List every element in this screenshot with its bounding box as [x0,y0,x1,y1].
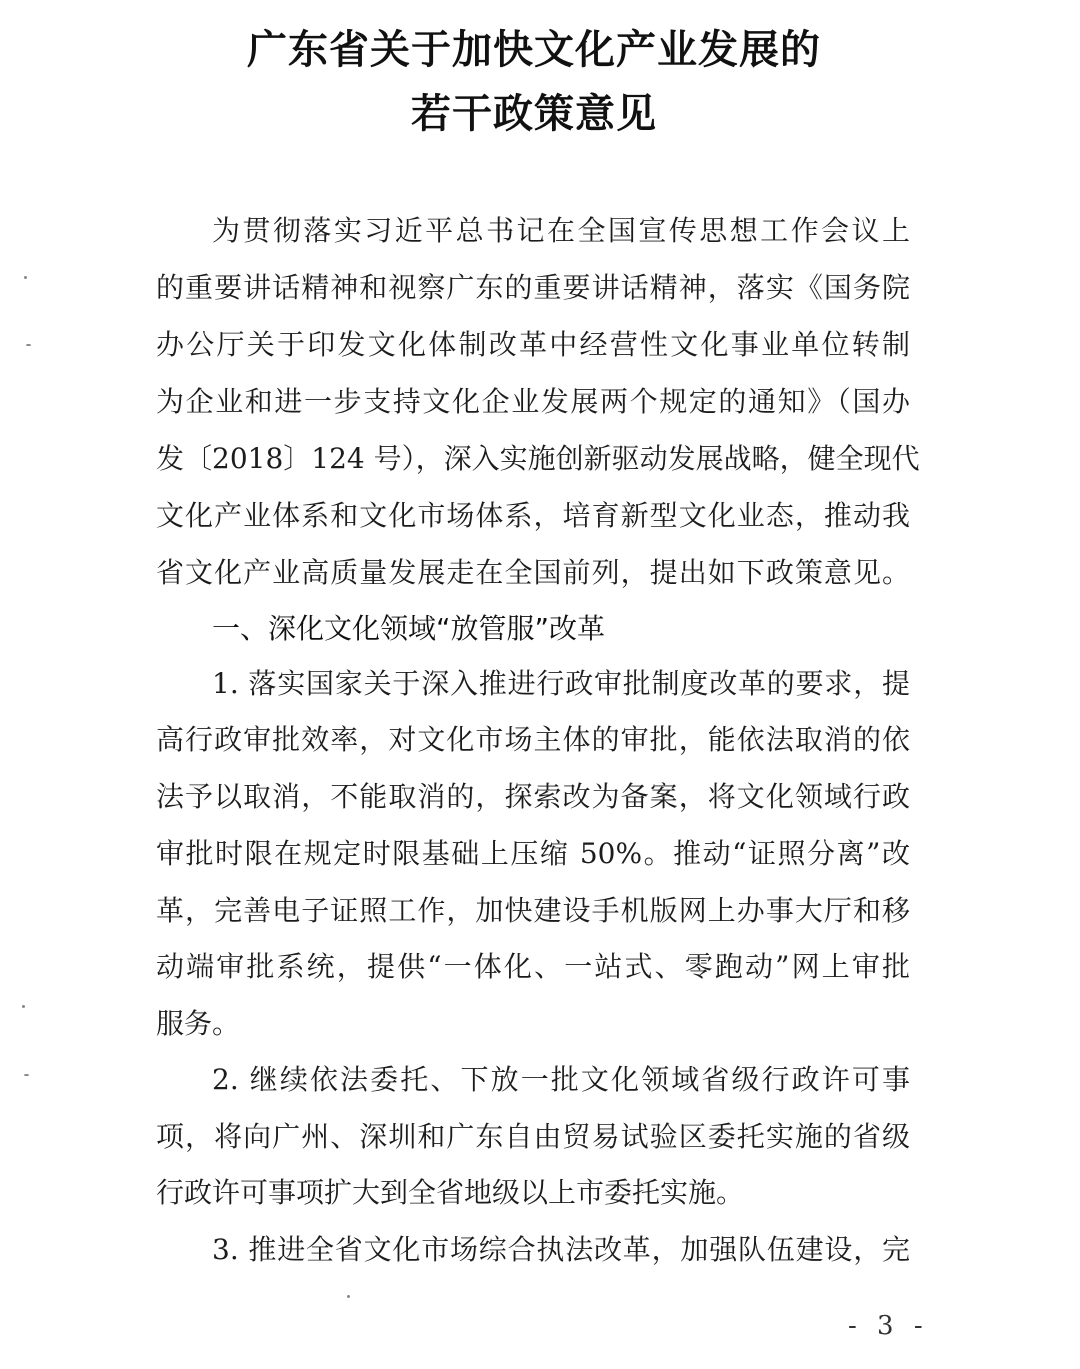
intro-line: 的重要讲话精神和视察广东的重要讲话精神，落实《国务院 [156,271,910,304]
item3-line: 3. 推进全省文化市场综合执法改革，加强队伍建设，完 [212,1233,910,1266]
scan-speck [347,1295,350,1298]
item1-line: 高行政审批效率，对文化市场主体的审批，能依法取消的依 [156,723,910,756]
item2-line: 行政许可事项扩大到全省地级以上市委托实施。 [156,1176,745,1209]
item1-line: 服务。 [156,1007,241,1040]
scan-speck [24,1074,29,1076]
item2-line: 2. 继续依法委托、下放一批文化领域省级行政许可事 [212,1063,910,1096]
page-number: - 3 - [848,1311,929,1341]
intro-line: 为贯彻落实习近平总书记在全国宣传思想工作会议上 [212,214,910,247]
scan-speck [24,276,27,279]
document-title-line-1: 广东省关于加快文化产业发展的 [247,27,821,73]
intro-line: 发〔2018〕124 号），深入实施创新驱动发展战略，健全现代 [156,442,920,475]
item1-line: 革，完善电子证照工作，加快建设手机版网上办事大厅和移 [156,894,910,927]
intro-line: 为企业和进一步支持文化企业发展两个规定的通知》（国办 [156,385,910,418]
item1-line: 法予以取消，不能取消的，探索改为备案，将文化领域行政 [156,780,910,813]
intro-line: 办公厅关于印发文化体制改革中经营性文化事业单位转制 [156,328,910,361]
intro-line: 省文化产业高质量发展走在全国前列，提出如下政策意见。 [156,556,910,589]
item1-line: 1. 落实国家关于深入推进行政审批制度改革的要求，提 [212,667,910,700]
item1-line: 审批时限在规定时限基础上压缩 50%。推动“证照分离”改 [156,837,910,870]
scan-speck [22,1005,25,1008]
item1-line: 动端审批系统，提供“一体化、一站式、零跑动”网上审批 [156,950,910,983]
section-heading: 一、深化文化领域“放管服”改革 [212,612,606,645]
document-title-line-2: 若干政策意见 [411,91,657,137]
scan-speck [26,344,31,346]
item2-line: 项，将向广州、深圳和广东自由贸易试验区委托实施的省级 [156,1120,910,1153]
intro-line: 文化产业体系和文化市场体系，培育新型文化业态，推动我 [156,499,910,532]
